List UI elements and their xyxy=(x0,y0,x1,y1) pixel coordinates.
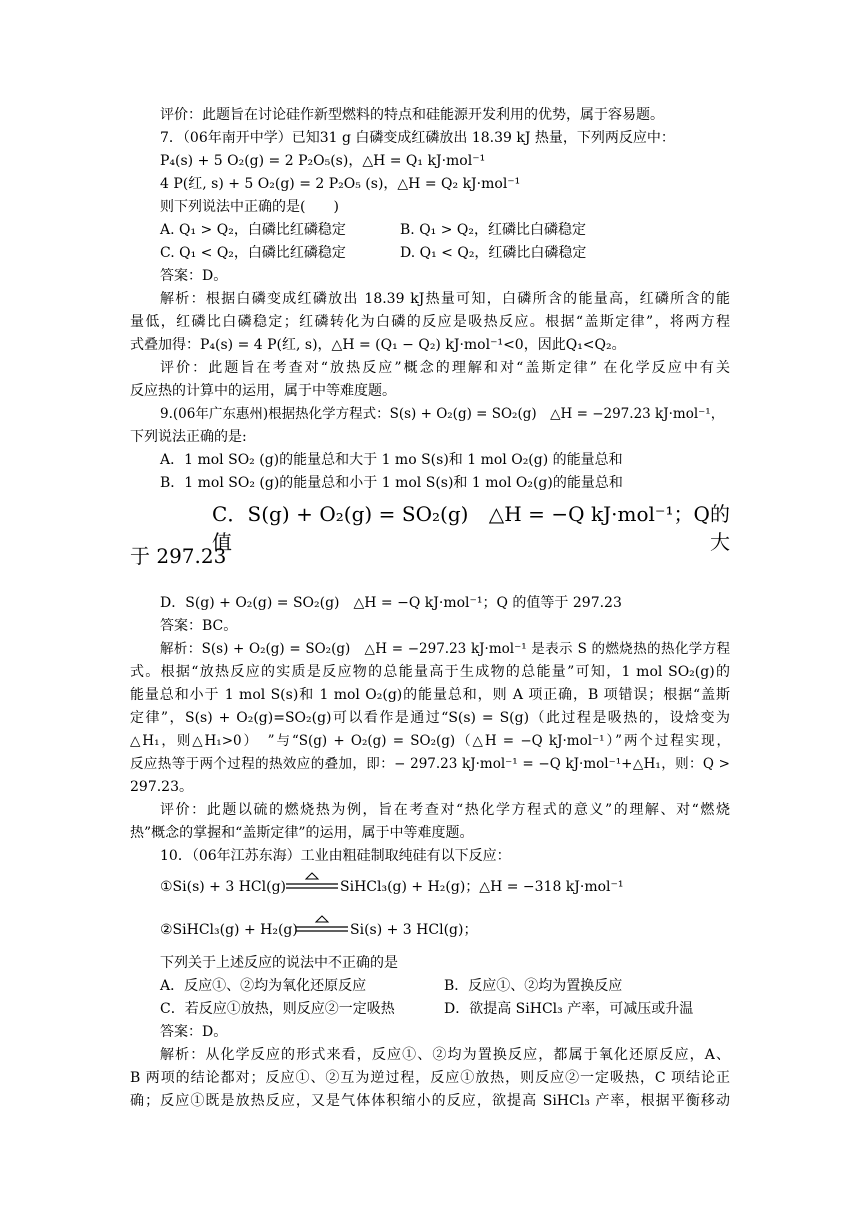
text-line: 297.23。 xyxy=(130,779,193,795)
heat-arrow-icon xyxy=(296,913,348,935)
option-d: D．S(g) + O₂(g) = SO₂(g) △H = −Q kJ·mol⁻¹；Q 的值等于 297.23 xyxy=(160,595,622,611)
text-line: 式叠加得：P₄(s) = 4 P(红, s)，△H = (Q₁ − Q₂) kJ·mol⁻¹<0，因此Q₁<Q₂。 xyxy=(130,337,626,353)
reaction-1-reactants: ①Si(s) + 3 HCl(g) xyxy=(160,879,286,895)
text-line: 热”概念的掌握和“盖斯定律”的运用，属于中等难度题。 xyxy=(130,825,474,841)
heat-arrow-icon xyxy=(286,870,338,892)
text-line: 定律”，S(s) + O₂(g)=SO₂(g)可以看作是通过“S(s) = S(g)（此过程是吸热的，设焓变为 xyxy=(130,710,730,726)
option-d: D．欲提高 SiHCl₃ 产率，可减压或升温 xyxy=(444,1001,694,1017)
question-9: 9.(06年广东惠州)根据热化学方程式：S(s) + O₂(g) = SO₂(g) △H = −297.23 kJ·mol⁻¹， xyxy=(160,406,725,422)
equation-line: 4 P(红, s) + 5 O₂(g) = 2 P₂O₅ (s)，△H = Q₂ kJ·mol⁻¹ xyxy=(160,176,521,192)
text-line: 量低，红磷比白磷稳定；红磷转化为白磷的反应是吸热反应。根据“盖斯定律”，将两方程 xyxy=(130,314,730,330)
text-line: 反应热等于两个过程的热效应的叠加，即：− 297.23 kJ·mol⁻¹ = −Q kJ·mol⁻¹+△H₁，则：Q > xyxy=(130,756,730,772)
text-line: 评价：此题旨在讨论硅作新型燃料的特点和硅能源开发利用的优势，属于容易题。 xyxy=(160,107,664,123)
question-10: 10．（06年江苏东海）工业由粗硅制取纯硅有以下反应： xyxy=(160,848,511,864)
text-line: 解析：从化学反应的形式来看，反应①、②均为置换反应，都属于氧化还原反应，A、 xyxy=(160,1047,730,1063)
text-line: 解析：根据白磷变成红磷放出 18.39 kJ热量可知，白磷所含的能量高，红磷所含的能 xyxy=(160,291,730,307)
text-line: 解析：S(s) + O₂(g) = SO₂(g) △H = −297.23 kJ·mol⁻¹ 是表示 S 的燃烧热的热化学方程 xyxy=(160,641,730,657)
text-line: 下列关于上述反应的说法中不正确的是 xyxy=(160,955,398,971)
option-c-continuation: 于 297.23 xyxy=(130,544,227,568)
answer-line: 答案：BC。 xyxy=(160,618,238,634)
text-line: 下列说法正确的是: xyxy=(130,429,247,445)
text-line: 评价：此题旨在考查对“放热反应”概念的理解和对“盖斯定律” 在化学反应中有关 xyxy=(160,360,730,376)
option-c: C．S(g) + O₂(g) = SO₂(g) △H = −Q kJ·mol⁻¹；Q的值大 xyxy=(212,502,730,554)
text-line: 则下列说法中正确的是( ) xyxy=(160,199,339,215)
question-7: 7．（06年南开中学）已知31 g 白磷变成红磷放出 18.39 kJ 热量，下列两反应中： xyxy=(160,130,675,146)
option-d: D. Q₁ < Q₂，红磷比白磷稳定 xyxy=(400,245,587,261)
option-c: C．若反应①放热，则反应②一定吸热 xyxy=(160,1001,395,1017)
option-b: B. Q₁ > Q₂，红磷比白磷稳定 xyxy=(400,222,586,238)
text-line: 能量总和小于 1 mol S(s)和 1 mol O₂(g)的能量总和，则 A 项正确，B 项错误；根据“盖斯 xyxy=(130,687,730,703)
option-b: B．1 mol SO₂ (g)的能量总和小于 1 mol S(s)和 1 mol O₂(g)的能量总和 xyxy=(160,475,623,491)
option-b: B．反应①、②均为置换反应 xyxy=(444,978,623,994)
option-a: A. Q₁ > Q₂，白磷比红磷稳定 xyxy=(160,222,346,238)
option-c: C. Q₁ < Q₂，白磷比红磷稳定 xyxy=(160,245,346,261)
option-a: A．反应①、②均为氧化还原反应 xyxy=(160,978,367,994)
text-line: 式。根据“放热反应的实质是反应物的总能量高于生成物的总能量”可知，1 mol SO₂(g)的 xyxy=(130,664,730,680)
equation-line: P₄(s) + 5 O₂(g) = 2 P₂O₅(s)，△H = Q₁ kJ·mol⁻¹ xyxy=(160,153,486,169)
text-line: 评价：此题以硫的燃烧热为例，旨在考查对“热化学方程式的意义”的理解、对“燃烧 xyxy=(160,802,730,818)
reaction-1-products: SiHCl₃(g) + H₂(g)；△H = −318 kJ·mol⁻¹ xyxy=(340,879,624,895)
text-line: △H₁，则△H₁>0） ”与“S(g) + O₂(g) = SO₂(g)（△H = −Q kJ·mol⁻¹）”两个过程实现， xyxy=(130,733,730,749)
text-line: 反应热的计算中的运用，属于中等难度题。 xyxy=(130,383,396,399)
answer-line: 答案：D。 xyxy=(160,268,228,284)
option-a: A．1 mol SO₂ (g)的能量总和大于 1 mo S(s)和 1 mol O₂(g) 的能量总和 xyxy=(160,452,623,468)
text-line: B 两项的结论都对；反应①、②互为逆过程，反应①放热，则反应②一定吸热，C 项结论正 xyxy=(130,1070,730,1086)
text-line: 确；反应①既是放热反应，又是气体体积缩小的反应，欲提高 SiHCl₃ 产率，根据平衡移动 xyxy=(130,1093,730,1109)
reaction-2-reactants: ②SiHCl₃(g) + H₂(g) xyxy=(160,922,298,938)
reaction-2-products: Si(s) + 3 HCl(g)； xyxy=(350,922,478,938)
answer-line: 答案：D。 xyxy=(160,1024,228,1040)
